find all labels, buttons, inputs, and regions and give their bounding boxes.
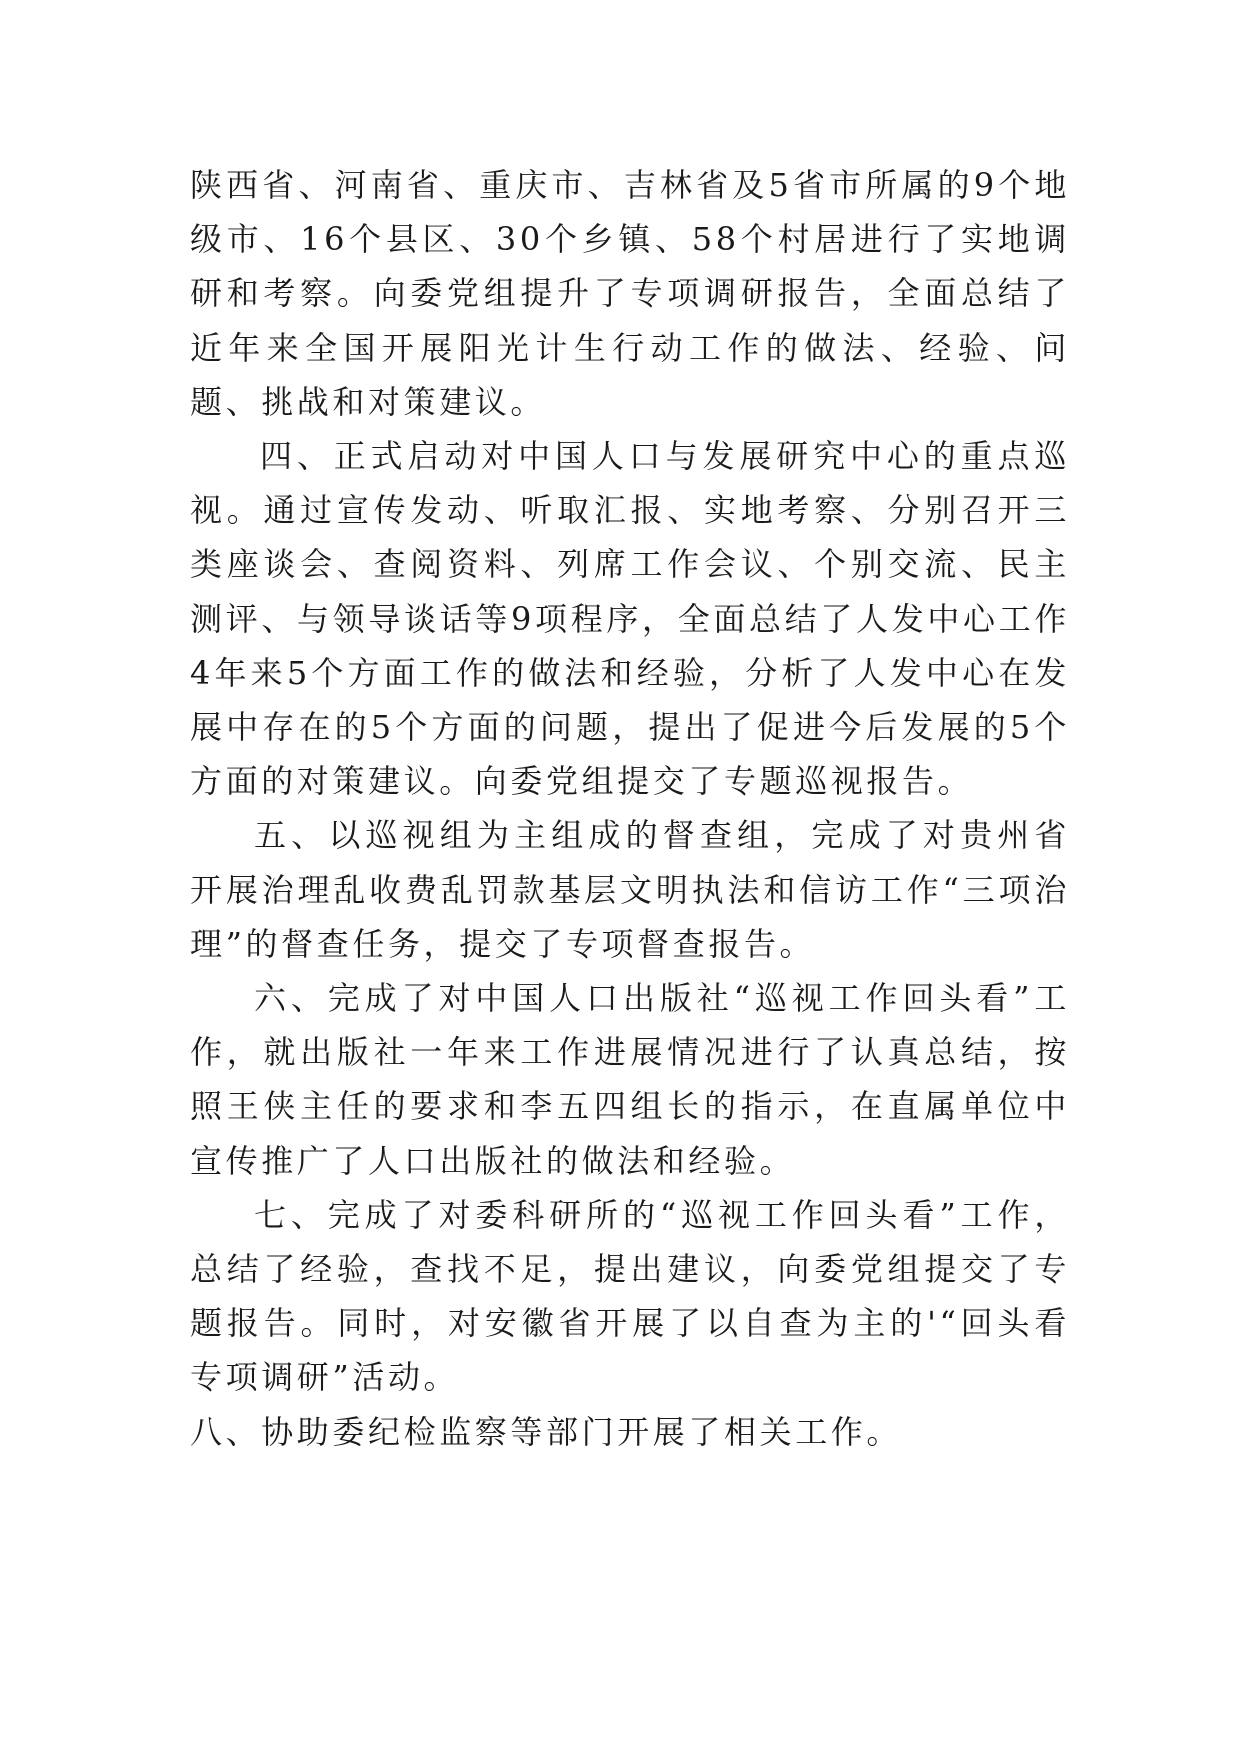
paragraph-item-6: 六、完成了对中国人口出版社“巡视工作回头看”工作，就出版社一年来工作进展情况进行了认真总结，按照王侠主任的要求和李五四组长的指示，在直属单位中宣传推广了人口出版社的做法和经验。 [190,979,1070,1180]
paragraph-item-5: 五、以巡视组为主组成的督查组，完成了对贵州省开展治理乱收费乱罚款基层文明执法和信访工作“三项治理”的督查任务，提交了专项督查报告。 [190,816,1070,963]
paragraph-item-4: 四、正式启动对中国人口与发展研究中心的重点巡视。通过宣传发动、听取汇报、实地考察、分别召开三类座谈会、查阅资料、列席工作会议、个别交流、民主测评、与领导谈话等9项程序，全面总结了人发中心工作4年来5个方面工作的做法和经验，分析了人发中心在发展中存在的5个方面的问题，提出了促进今后发展的5个方面的对策建议。向委党组提交了专题巡视报告。 [190,437,1070,801]
paragraph-item-8: 八、协助委纪检监察等部门开展了相关工作。 [190,1412,903,1451]
paragraph-continued-survey: 陕西省、河南省、重庆市、吉林省及5省市所属的9个地级市、16个县区、30个乡镇、58个村居进行了实地调研和考察。向委党组提升了专项调研报告，全面总结了近年来全国开展阳光计生行动工作的做法、经验、问题、挑战和对策建议。 [190,166,1070,421]
paragraph-item-7: 七、完成了对委科研所的“巡视工作回头看”工作，总结了经验，查找不足，提出建议，向委党组提交了专题报告。同时，对安徽省开展了以自查为主的'“回头看专项调研”活动。 [190,1195,1070,1397]
document-body [190,158,1070,1459]
